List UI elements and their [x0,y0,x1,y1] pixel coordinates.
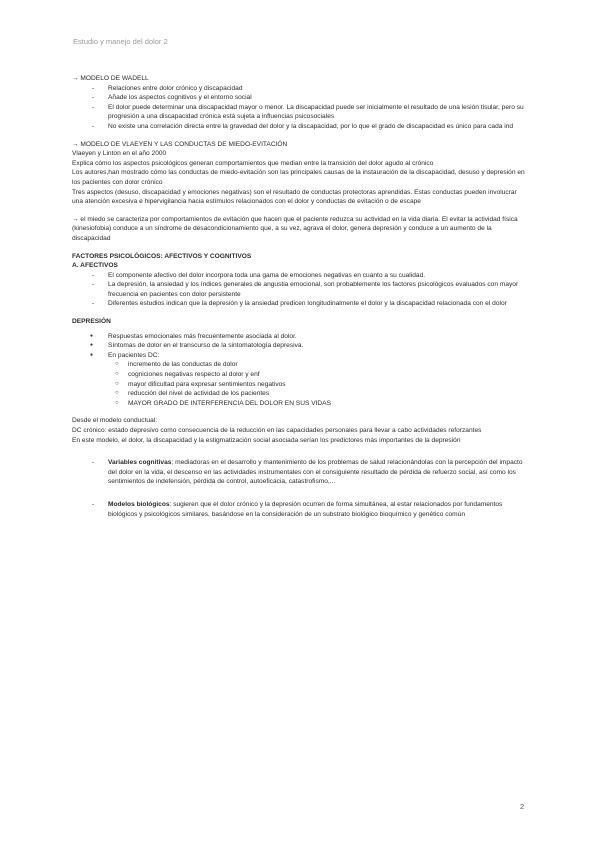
paragraph: Los autores,han mostrado cómo las conductas de miedo-evitación son las principales causas de la instauración de la discapacidad, desuso y depresión en los pacientes con dolor crónico [72,169,525,186]
biologicos-label: Modelos biológicos [108,500,170,508]
paragraph: → el miedo se caracteriza por comportamientos de evitación que hacen que el paciente reduzca su actividad en la vida diaria. El evitar la actividad física (kinesiofobia) conduce a un síndrome de desacondicionamiento que, a su vez, agrava el dolor, genera depresión y conduce a un aumento de la discapacidad [72,215,518,242]
cognitivas-list [72,458,528,487]
list-item: - El componente afectivo del dolor incorpora toda una gama de emociones negativas en cuanto a su cualidad. [72,271,528,281]
list-item: - Diferentes estudios indican que la depresión y la ansiedad predicen longitudinalmente el dolor y la discapacidad relacionada con el dolor [72,299,528,309]
list-item: ● Síntomas de dolor en el transcurso de la sintomatología depresiva. [72,341,528,351]
wadell-list [72,84,528,132]
afectivos-list [72,271,528,309]
factores-heading: FACTORES PSICOLÓGICOS: AFECTIVOS Y COGNITIVOS [72,252,252,260]
list-item: ○ MAYOR GRADO DE INTERFERENCIA DEL DOLOR EN SUS VIDAS [72,399,528,409]
paragraph: Desde el modelo conductual: [72,417,158,425]
depresion-heading: DEPRESIÓN [72,318,111,326]
list-item: - Añade los aspectos cognitivos y el entorno social [72,93,528,103]
list-item: - Relaciones entre dolor crónico y discapacidad [72,84,528,94]
list-item: ● Respuestas emocionales más frecuentemente asociada al dolor. [72,332,528,342]
list-item: - El dolor puede determinar una discapacidad mayor o menor. La discapacidad puede ser inicialmente el resultado de una lesión tisular, pero su progresión a una discapacidad crónica está sujeta a influencias psicosociales [72,103,528,122]
list-item: - La depresión, la ansiedad y los índices generales de angustia emocional, son probablemente los factores psicológicos evaluados con mayor frecuencia en pacientes con dolor persistente [72,280,528,299]
page-number: 2 [520,802,525,811]
paragraph: Explica cómo los aspectos psicológicos generan comportamientos que median entre la transición del dolor agudo al crónico [72,159,434,167]
paragraph: En este modelo, el dolor, la discapacidad y la estigmatización social asociada serían los predictores más importantes de la depresión [72,436,461,444]
list-item: - No existe una correlación directa entre la gravedad del dolor y la discapacidad, por lo que el grado de discapacidad es único para cada ind [72,122,528,132]
depresion-sublist [72,360,528,408]
cognitivas-text: ; mediadoras en el desarrollo y mantenimiento de los problemas de salud relacionándolas con la percepción del impacto del dolor en la vida, el descenso en las actividades instrumentales con el consiguiente resultado de pérdida de refuerzo social, así como los sentimientos de indefensión, pérdida de control, autoeficacia, catastrofismo,... [108,459,523,486]
vlaeyen-authors: Vlaeyen y Linton en el año 2000 [72,150,167,158]
biologicos-text: : sugieren que el dolor crónico y la depresión ocurren de forma simultánea, al estar relacionados por fundamentos biológicos y psicológicos similares, basándose en la consideración de un substrato biológico bioquímico y genético común [108,500,503,518]
list-item [72,500,528,519]
wadell-heading: → MODELO DE WADELL [72,75,149,82]
biologicos-list [72,500,528,519]
list-item: ○ cogniciones negativas respecto al dolor y enf [72,370,528,380]
paragraph: DC crónico: estado depresivo como consecuencia de la reducción en las capacidades personales para llevar a cabo actividades reforzantes [72,427,482,434]
paragraph: Tres aspectos (desuso, discapacidad y emociones negativas) son el resultado de conductas protectoras aprendidas. Estas conductas pueden involucrar una atención excesiva e hipervigilancia hacia estímulos relacionados con el dolor y conductas de evitación o de escape [72,188,517,206]
list-item: ○ incremento de las conductas de dolor [72,360,528,370]
cognitivas-label: Variables cognitivas [108,459,172,467]
vlaeyen-heading: → MODELO DE VLAEYEN Y LAS CONDUCTAS DE MIEDO-EVITACIÓN [72,140,288,148]
afectivos-subheading: A. AFECTIVOS [72,262,118,270]
list-item: ● En pacientes DC: [72,351,528,361]
list-item [72,458,528,487]
page-content [72,74,528,519]
page-header: Estudio y manejo del dolor 2 [73,37,168,46]
list-item: ○ reducción del nivel de actividad de los pacientes [72,389,528,399]
depresion-list [72,332,528,361]
list-item: ○ mayor dificultad para expresar sentimientos negativos [72,380,528,390]
